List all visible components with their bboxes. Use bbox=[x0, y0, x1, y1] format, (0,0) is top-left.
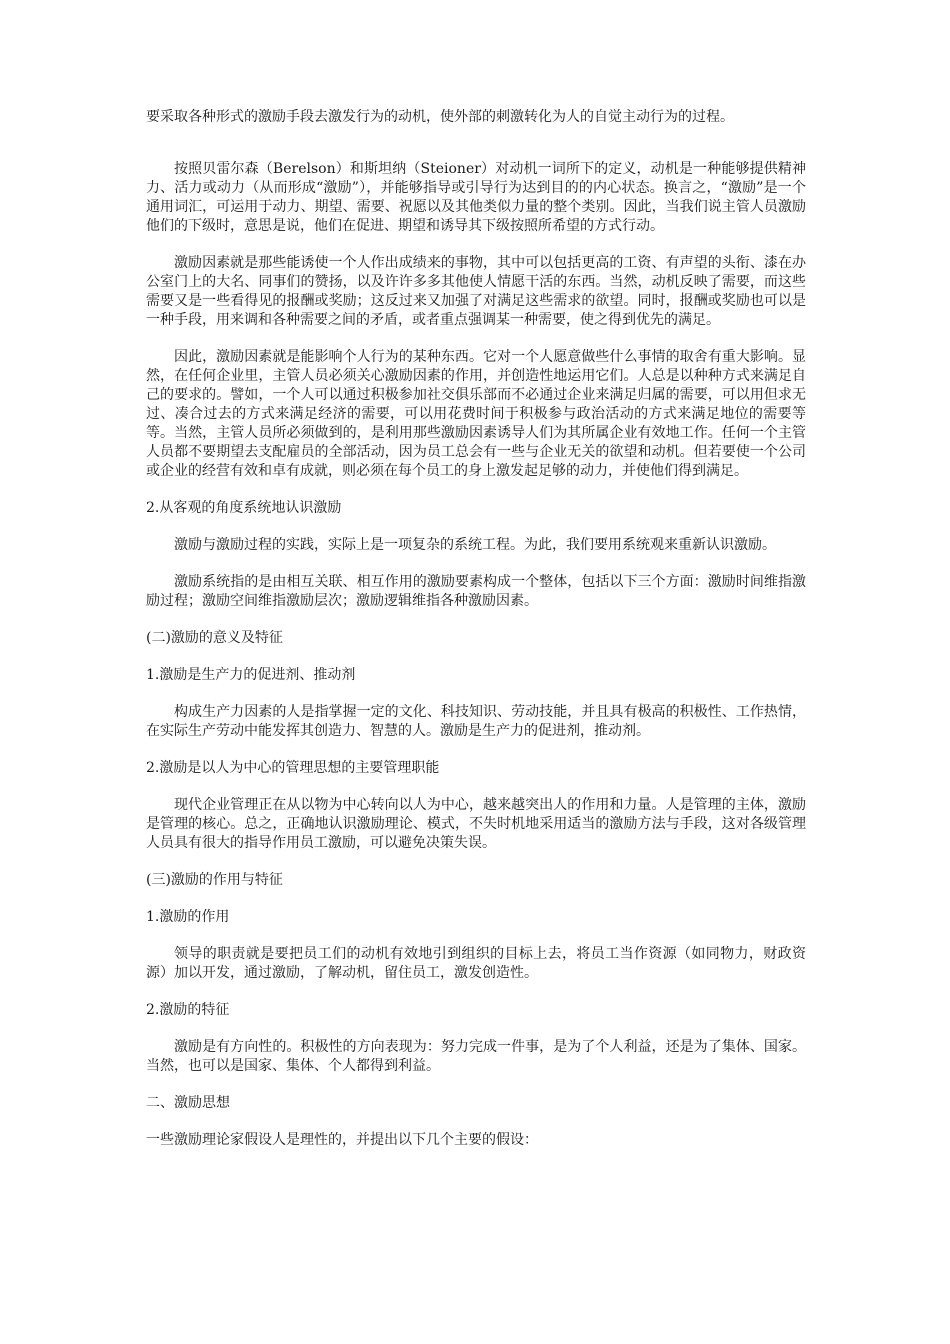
heading-role-features: (三)激励的作用与特征 bbox=[146, 872, 283, 888]
paragraph-direction: 激励是有方向性的。积极性的方向表现为：努力完成一件事，是为了个人利益，还是为了集体、国家。当然，也可以是国家、集体、个人都得到利益。 bbox=[146, 1039, 806, 1074]
heading-objective-view: 2.从客观的角度系统地认识激励 bbox=[146, 500, 342, 516]
paragraph-system-engineering: 激励与激励过程的实践，实际上是一项复杂的系统工程。为此，我们要用系统观来重新认识激励。 bbox=[174, 537, 776, 553]
heading-productivity: 1.激励是生产力的促进剂、推动剂 bbox=[146, 667, 356, 683]
paragraph-incentive-system: 激励系统指的是由相互关联、相互作用的激励要素构成一个整体，包括以下三个方面：激励时间维指激励过程；激励空间维指激励层次；激励逻辑维指各种激励因素。 bbox=[146, 574, 806, 609]
heading-meaning-features: (二)激励的意义及特征 bbox=[146, 630, 283, 646]
paragraph-motivation-factors: 激励因素就是那些能诱使一个人作出成绩来的事物，其中可以包括更高的工资、有声望的头衔、漆在办公室门上的大名、同事们的赞扬，以及许许多多其他使人情愿干活的东西。当然，动机反映了需要，而这些需要又是一些看得见的报酬或奖励；这反过来又加强了对满足这些需求的欲望。同时，报酬或奖励也可以是一种手段，用来调和各种需要之间的矛盾，或者重点强调某一种需要，使之得到优先的满足。 bbox=[146, 255, 806, 328]
heading-features: 2.激励的特征 bbox=[146, 1002, 230, 1018]
paragraph-people-centered: 现代企业管理正在从以物为中心转向以人为中心，越来越突出人的作用和力量。人是管理的主体，激励是管理的核心。总之，正确地认识激励理论、模式，不失时机地采用适当的激励方法与手段，这对各级管理人员具有很大的指导作用员工激励，可以避免决策失误。 bbox=[146, 797, 806, 851]
paragraph-productivity: 构成生产力因素的人是指掌握一定的文化、科技知识、劳动技能，并且具有极高的积极性、工作热情，在实际生产劳动中能发挥其创造力、智慧的人。激励是生产力的促进剂，推动剂。 bbox=[146, 704, 806, 739]
opening-line: 要采取各种形式的激励手段去激发行为的动机，使外部的刺激转化为人的自觉主动行为的过程。 bbox=[146, 109, 734, 125]
closing-line: 一些激励理论家假设人是理性的，并提出以下几个主要的假设： bbox=[146, 1132, 538, 1148]
paragraph-motivation-definition: 按照贝雷尔森（Berelson）和斯坦纳（Steioner）对动机一词所下的定义，动机是一种能够提供精神力、活力或动力（从而形成“激励”），并能够指导或引导行为达到目的的内心状态。换言之，“激励”是一个通用词汇，可运用于动力、期望、需要、祝愿以及其他类似力量的整个类别。因此，当我们说主管人员激励他们的下级时，意思是说，他们在促进、期望和诱导其下级按照所希望的方式行动。 bbox=[146, 161, 806, 234]
heading-role: 1.激励的作用 bbox=[146, 909, 230, 925]
document-body bbox=[146, 108, 806, 1150]
paragraph-leadership: 领导的职责就是要把员工们的动机有效地引到组织的目标上去，将员工当作资源（如同物力，财政资源）加以开发，通过激励，了解动机，留住员工，激发创造性。 bbox=[146, 946, 806, 981]
paragraph-motivation-influence: 因此，激励因素就是能影响个人行为的某种东西。它对一个人愿意做些什么事情的取舍有重大影响。显然，在任何企业里，主管人员必须关心激励因素的作用，并创造性地运用它们。人总是以种种方式来满足自己的要求的。譬如，一个人可以通过积极参加社交俱乐部而不必通过企业来满足归属的需要，可以用但求无过、凑合过去的方式来满足经济的需要，可以用花费时间于积极参与政治活动的方式来满足地位的需要等等。当然，主管人员所必须做到的，是利用那些激励因素诱导人们为其所属企业有效地工作。任何一个主管人员都不要期望去支配雇员的全部活动，因为员工总会有一些与企业无关的欲望和动机。但若要使一个公司或企业的经营有效和卓有成就，则必须在每个员工的身上激发起足够的动力，并使他们得到满足。 bbox=[146, 349, 806, 479]
heading-motivation-thought: 二、激励思想 bbox=[146, 1095, 230, 1111]
heading-people-centered: 2.激励是以人为中心的管理思想的主要管理职能 bbox=[146, 760, 440, 776]
